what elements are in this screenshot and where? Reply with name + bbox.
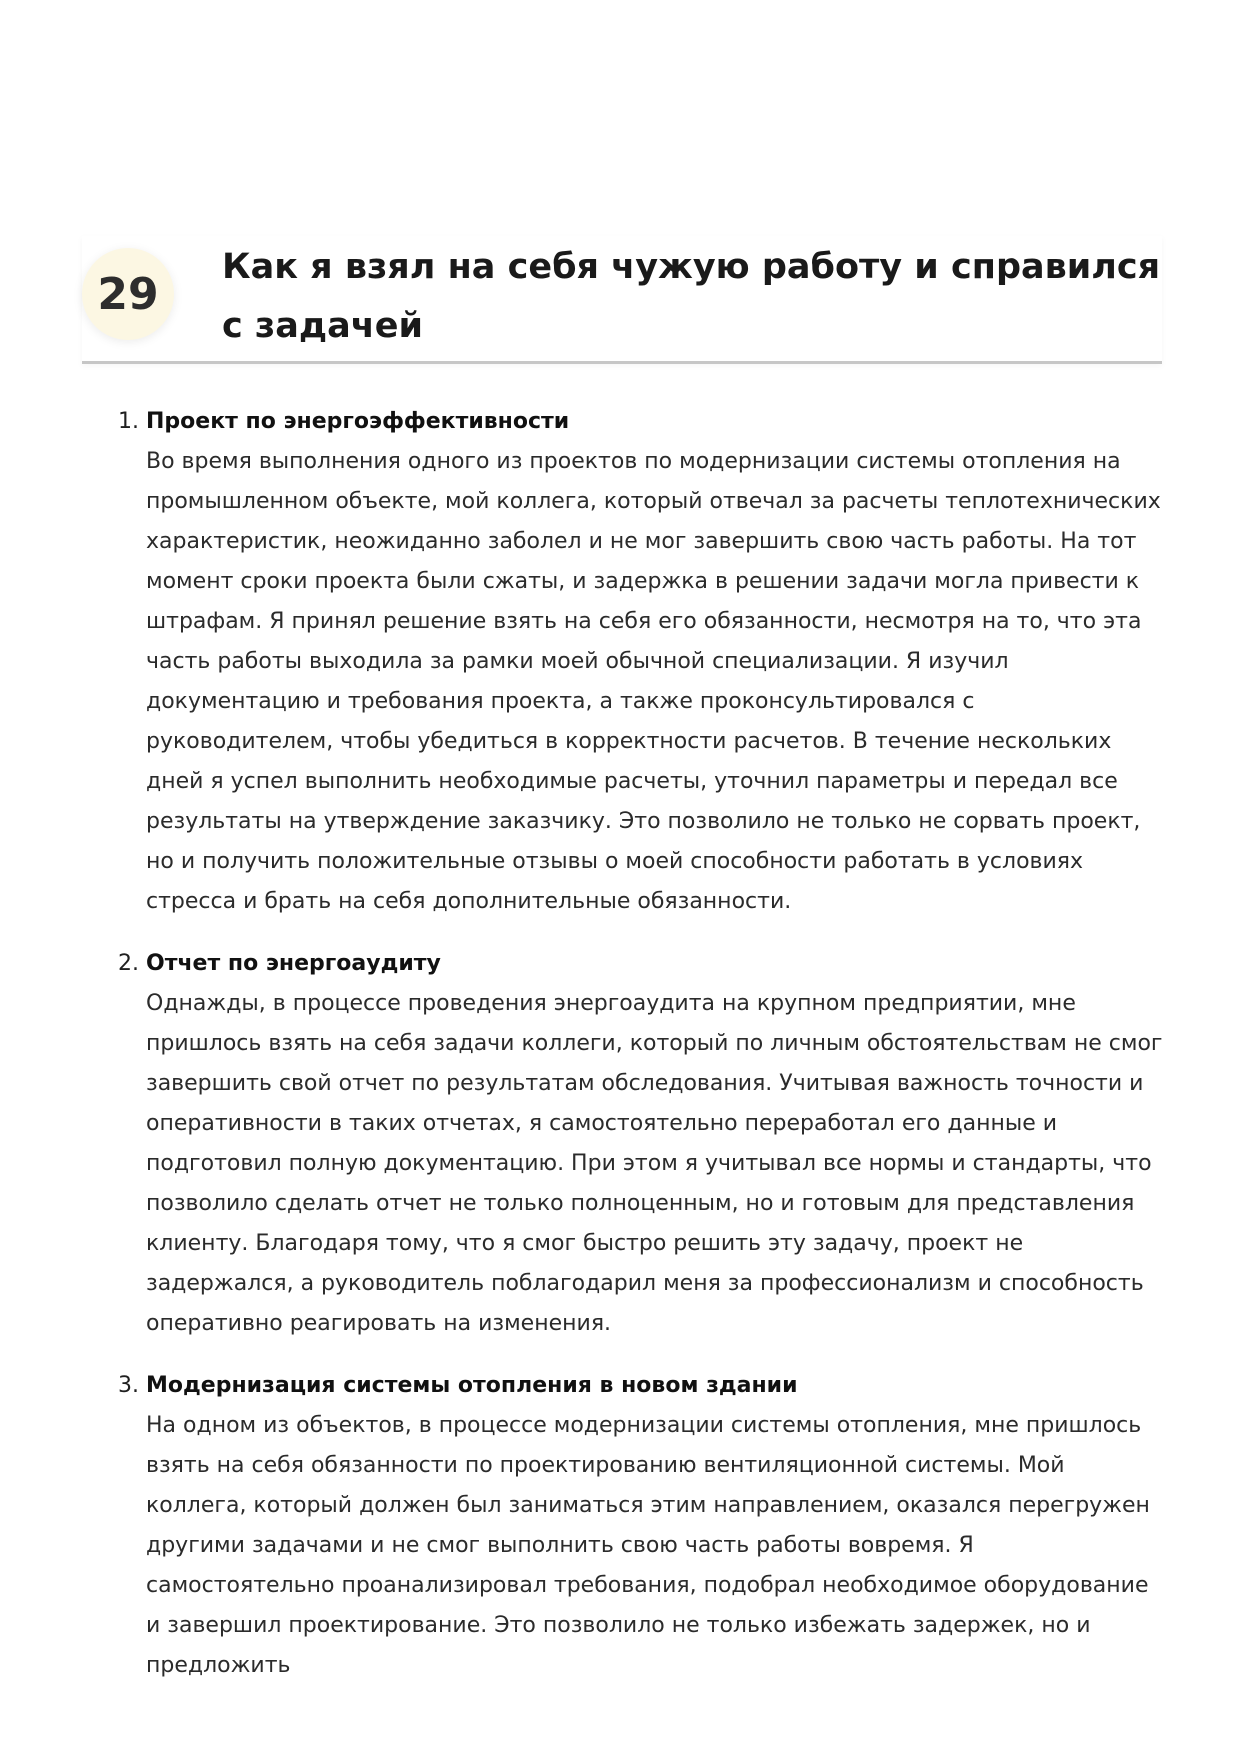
section-title: Как я взял на себя чужую работу и справился с задачей (222, 247, 1161, 346)
list-item-text: Однажды, в процессе проведения энергоаудита на крупном предприятии, мне пришлось взять на себя задачи коллеги, который по личным обстоятельствам не смог завершить свой отчет по результатам обследования. Учитывая важность точности и оперативности в таких отчетах, я самостоятельно переработал его данные и подготовил полную документацию. При этом я учитывал все нормы и стандарты, что позволило сделать отчет не только полноценным, но и готовым для представления клиенту. Благодаря тому, что я смог быстро решить эту задачу, проект не задержался, а руководитель поблагодарил меня за профессионализм и способность оперативно реагировать на изменения. (146, 991, 1163, 1336)
list-item-number: 3. (118, 1373, 139, 1398)
list-item (118, 1366, 1168, 1686)
list-item (118, 402, 1168, 922)
list-item-number: 2. (118, 951, 139, 976)
section-content (118, 402, 1168, 1708)
section-header (82, 236, 1162, 364)
list-item-number: 1. (118, 409, 139, 434)
section-number-badge: 29 (82, 248, 174, 340)
numbered-list (118, 402, 1168, 1686)
list-item-text: Во время выполнения одного из проектов по модернизации системы отопления на промышленном объекте, мой коллега, который отвечал за расчеты теплотехнических характеристик, неожиданно заболел и не мог завершить свою часть работы. На тот момент сроки проекта были сжаты, и задержка в решении задачи могла привести к штрафам. Я принял решение взять на себя его обязанности, несмотря на то, что эта часть работы выходила за рамки моей обычной специализации. Я изучил документацию и требования проекта, а также проконсультировался с руководителем, чтобы убедиться в корректности расчетов. В течение нескольких дней я успел выполнить необходимые расчеты, уточнил параметры и передал все результаты на утверждение заказчику. Это позволило не только не сорвать проект, но и получить положительные отзывы о моей способности работать в условиях стресса и брать на себя дополнительные обязанности. (146, 449, 1161, 914)
list-item-title: Модернизация системы отопления в новом здании (146, 1373, 798, 1398)
list-item-title: Отчет по энергоаудиту (146, 951, 441, 976)
list-item-text: На одном из объектов, в процессе модернизации системы отопления, мне пришлось взять на себя обязанности по проектированию вентиляционной системы. Мой коллега, который должен был заниматься этим направлением, оказался перегружен другими задачами и не смог выполнить свою часть работы вовремя. Я самостоятельно проанализировал требования, подобрал необходимое оборудование и завершил проектирование. Это позволило не только избежать задержек, но и предложить (146, 1413, 1150, 1678)
list-item-title: Проект по энергоэффективности (146, 409, 570, 434)
list-item (118, 944, 1168, 1344)
